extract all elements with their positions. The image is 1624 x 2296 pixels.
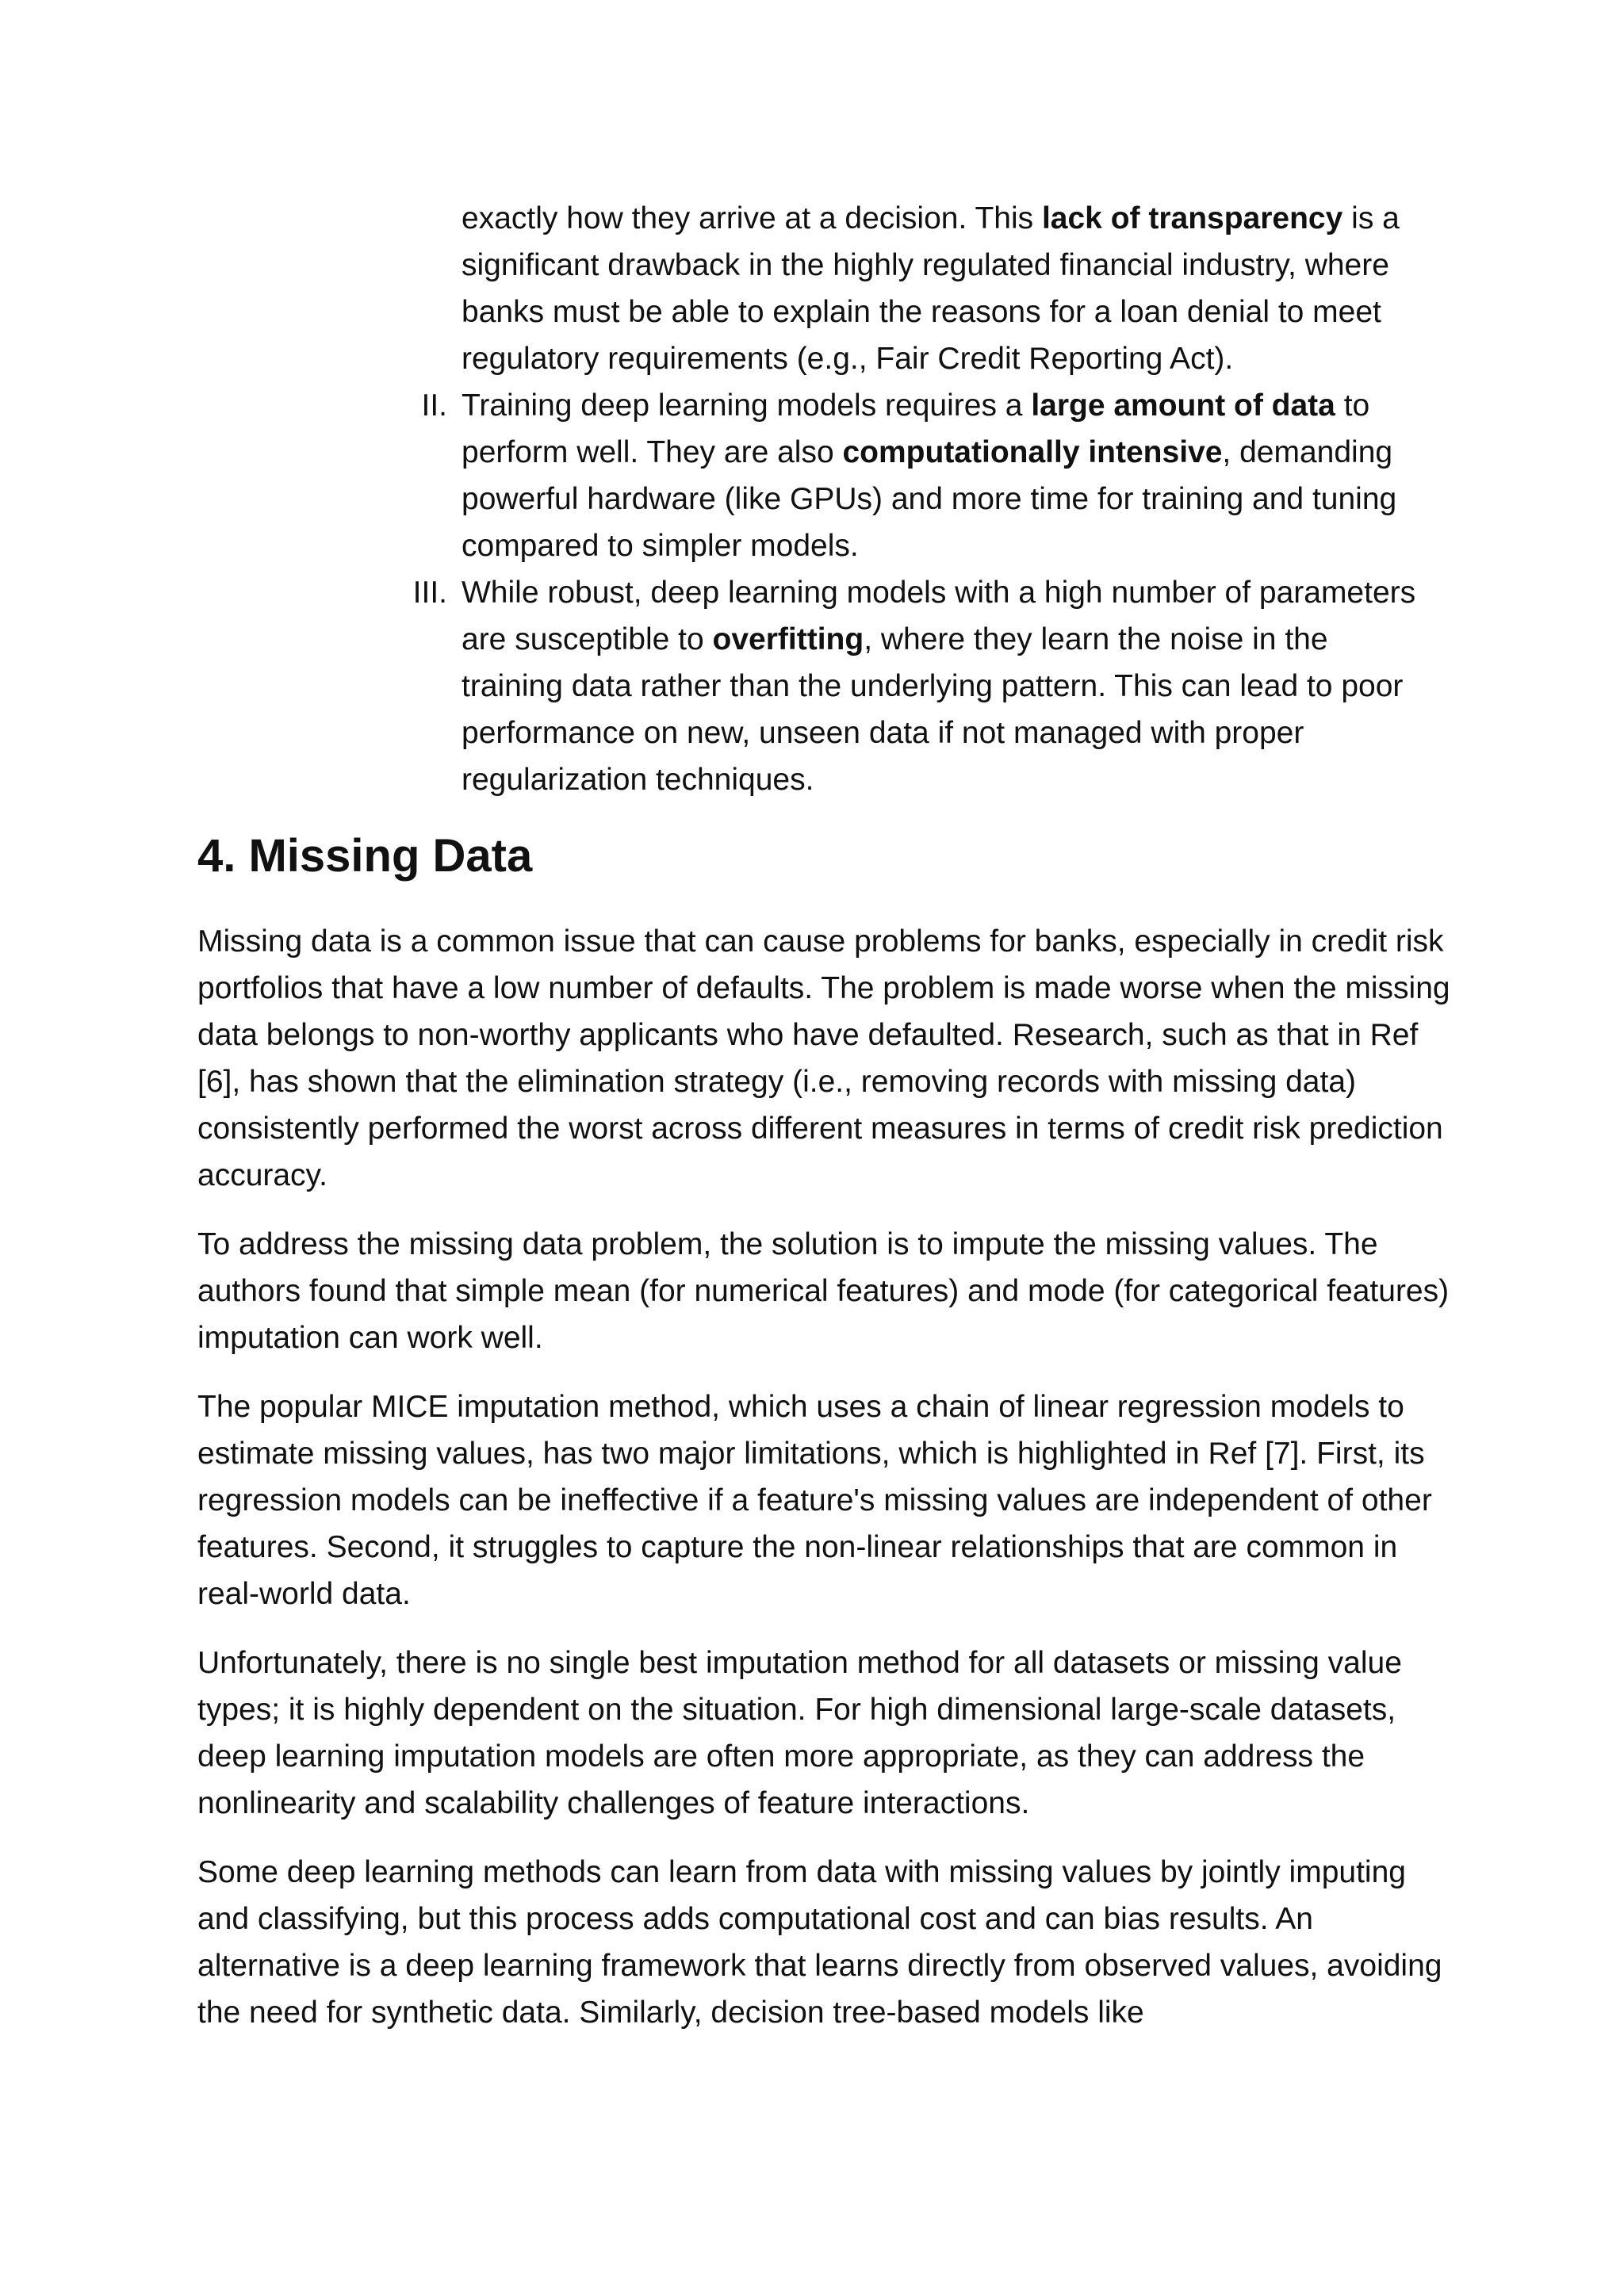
list-item-continuation: [462, 195, 1437, 382]
text-run: While robust, deep learning models with a high number of parameters are susceptible to: [462, 576, 1416, 656]
bold-text-run: lack of transparency: [1041, 201, 1343, 235]
ordered-list: [412, 195, 1437, 803]
list-marker: II.: [421, 388, 447, 423]
list-item-3: [412, 569, 1437, 803]
paragraph-2: To address the missing data problem, the solution is to impute the missing values. The authors found that simple mean (for numerical features) and mode (for categorical features) imputation can work well.: [197, 1227, 1450, 1355]
text-run: , where they learn the noise in the training data rather than the underlying pattern. This can lead to poor performance on new, unseen data if not managed with proper regularization techniques.: [462, 622, 1404, 797]
text-run: Training deep learning models requires a: [462, 388, 1032, 423]
list-item-2: [421, 382, 1437, 569]
paragraph-5: Some deep learning methods can learn from data with missing values by jointly imputing and classifying, but this process adds computational cost and can bias results. An alternative is a deep learning framework that learns directly from observed values, avoiding the need for synthetic data. Similarly, decision tree-based models like: [197, 1855, 1442, 2030]
text-run: , demanding powerful hardware (like GPUs) and more time for training and tuning compared to simpler models.: [462, 435, 1397, 563]
section-missing-data: [197, 825, 1450, 2058]
list-marker: III.: [412, 576, 447, 610]
paragraph-4: Unfortunately, there is no single best imputation method for all datasets or missing value types; it is highly dependent on the situation. For high dimensional large-scale datasets, deep learning imputation models are often more appropriate, as they can address the nonlinearity and scalability challenges of feature interactions.: [197, 1646, 1402, 1820]
text-run: exactly how they arrive at a decision. This: [462, 201, 1042, 235]
bold-text-run: computationally intensive: [842, 435, 1223, 469]
bold-text-run: overfitting: [712, 622, 864, 656]
paragraph-3: The popular MICE imputation method, which uses a chain of linear regression models to estimate missing values, has two major limitations, which is highlighted in Ref [7]. First, its regression models can be ineffective if a feature's missing values are independent of other features. Second, it struggles to capture the non-linear relationships that are common in real-world data.: [197, 1390, 1432, 1611]
text-run: to perform well. They are also: [462, 388, 1370, 469]
section-heading: 4. Missing Data: [197, 830, 533, 882]
bold-text-run: large amount of data: [1031, 388, 1335, 423]
paragraph-1: Missing data is a common issue that can cause problems for banks, especially in credit risk portfolios that have a low number of defaults. The problem is made worse when the missing data belongs to non-worthy applicants who have defaulted. Research, such as that in Ref [6], has shown that the elimination strategy (i.e., removing records with missing data) consistently performed the worst across different measures in terms of credit risk prediction accuracy.: [197, 924, 1450, 1192]
text-run: is a significant drawback in the highly regulated financial industry, where banks must be able to explain the reasons for a loan denial to meet regulatory requirements (e.g., Fair Credit Reporting Act).: [462, 201, 1400, 376]
